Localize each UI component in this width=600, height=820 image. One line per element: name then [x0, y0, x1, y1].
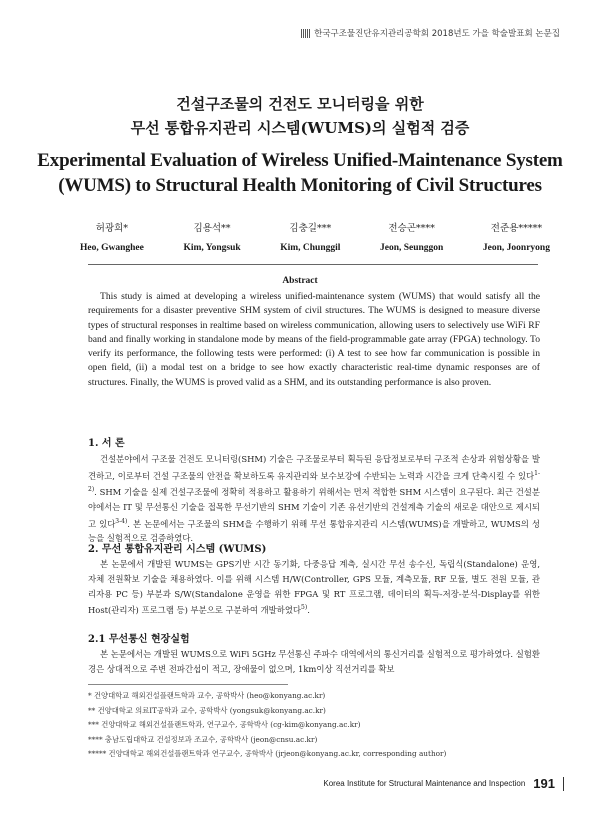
section-2-1-paragraph: 본 논문에서는 개발된 WUMS으로 WiFi 5GHz 무선통신 주파수 대역에서의 통신거리를 실험적으로 평가하였다. 실험환경은 상대적으로 주변 전파간섭이 적고, 장애물이 없으며, 1km이상 직선거리를 확보 — [88, 649, 540, 674]
reference-mark: 3-4) — [115, 517, 128, 525]
text-run: 본 논문에서 개발된 WUMS는 GPS기반 시간 동기화, 다중응답 계측, 실시간 무선 송수신, 독립식(Standalone) 운영, 자체 전원확보 기술을 채용하였다. 이를 위해 시스템 H/W(Controller, GPS 모듈, 계측모듈, RF 모듈, 별도 전원 모듈, 관리자용 PC 등) 부분과 S/W(Standalone 운영을 위한 FPGA 및 RT 프로그램, 데이터의 획득-저장-분석-Display를 위한 Host(관리자) 프로그램 등) 부분으로 구분하여 개발하였다 — [88, 559, 540, 616]
footnotes — [88, 689, 540, 762]
header-mark-icon — [301, 29, 310, 38]
section-2-heading: 2. 무선 통합유지관리 시스템 (WUMS) — [88, 544, 267, 555]
footnote: ** 건양대학교 의료IT공학과 교수, 공학박사 (yongsuk@konyang.ac.kr) — [88, 705, 326, 715]
running-header — [301, 27, 560, 39]
conference-name: 한국구조물진단유지관리공학회 2018년도 가을 학술발표회 논문집 — [314, 29, 560, 39]
page-number: 191 — [533, 776, 555, 791]
author-name-korean: 허광희* — [95, 223, 129, 234]
section-2-paragraph — [88, 557, 540, 618]
footnote: *** 건양대학교 해외건설플랜트학과, 연구교수, 공학박사 (cg-kim@konyang.ac.kr) — [88, 720, 361, 729]
section-1-heading: 1. 서 론 — [88, 438, 125, 449]
author-4 — [380, 222, 443, 255]
title-korean-line-2: 무선 통합유지관리 시스템(WUMS)의 실험적 검증 — [130, 119, 470, 137]
text-run: . SHM 기술을 실제 건설구조물에 정확히 적용하고 활용하기 위해서는 먼저 적합한 SHM 시스템이 요구된다. 최근 건설분야에서는 IT 및 무선통신 기술을 접목한 무선기반의 SHM 기술이 기존 유선기반의 건설계측 기술의 새로운 대안으로 제시되고 있다 — [88, 487, 540, 529]
reference-mark: 1-2) — [88, 469, 540, 494]
author-2 — [183, 222, 240, 255]
author-name-english: Kim, Yongsuk — [183, 243, 241, 253]
footnote: ***** 건양대학교 해외건설플랜트학과 연구교수, 공학박사 (jrjeon@konyang.ac.kr, corresponding author) — [88, 749, 447, 758]
page-footer — [323, 776, 564, 791]
author-name-korean: 김용석** — [193, 223, 231, 234]
footnote: **** 충남도립대학교 건설정보과 조교수, 공학박사 (jeon@cnsu.ac.kr) — [88, 734, 318, 744]
author-name-korean: 김충길*** — [289, 223, 332, 234]
title-korean — [0, 92, 600, 140]
title-korean-line-1: 건설구조물의 건전도 모니터링을 위한 — [176, 95, 424, 113]
abstract-text: This study is aimed at developing a wireless unified-maintenance system (WUMS) that would satisfy all the requirements for a disaster preventive SHM system of civil structures. The WUMS is designed to measure diverse types of structural responses in realtime based on wireless communication, allowing users to selectively use WiFi RF band and finally working in standalone mode by means of the field-programmable gate array (FPGA) technology. To verify its performance, the following tests were performed: (i) A test to see how far communication is possible in open field, (ii) a modal test on a bridge to see how exactly characteristic real-time dynamic responses are of structures. Finally, the WUMS is proved valid as a SHM, and its outstanding performance is also proven. — [88, 291, 540, 388]
author-name-english: Kim, Chunggil — [280, 243, 341, 253]
author-name-korean: 전준용***** — [490, 223, 543, 234]
title-english — [0, 148, 600, 198]
author-1 — [80, 222, 144, 255]
author-name-english: Heo, Gwanghee — [80, 243, 144, 253]
section-2-1-heading: 2.1 무선통신 현장실험 — [88, 634, 190, 645]
author-5 — [483, 222, 550, 255]
text-run: . 본 논문에서는 구조물의 SHM을 수행하기 위해 무선 통합유지관리 시스템(WUMS)을 개발하고, WUMS의 성능을 실험적으로 검증하였다. — [88, 518, 540, 544]
author-name-english: Jeon, Seunggon — [379, 243, 444, 253]
journal-name: Korea Institute for Structural Maintenance and Inspection — [323, 779, 526, 788]
text-run: 건설분야에서 구조물 건전도 모니터링(SHM) 기술은 구조물로부터 획득된 응답정보로부터 구조적 손상과 위험상황을 발견하고, 이로부터 건설 구조물의 안전을 확보하도록 유지관리와 보수보강에 수반되는 노력과 시간을 크게 단축시킬 수 있다 — [88, 454, 540, 481]
author-name-korean: 전승곤**** — [388, 223, 435, 234]
author-3 — [280, 222, 340, 255]
reference-mark: 5) — [301, 604, 308, 612]
title-english-line-2: (WUMS) to Structural Health Monitoring of Civil Structures — [58, 175, 542, 196]
author-name-english: Jeon, Joonryong — [482, 243, 550, 253]
section-1-paragraph — [88, 452, 540, 546]
footnote-divider — [88, 684, 288, 685]
title-english-line-1: Experimental Evaluation of Wireless Unified-Maintenance System — [37, 150, 563, 171]
footer-divider — [563, 777, 564, 791]
footnote: * 건양대학교 해외건설플랜트학과 교수, 공학박사 (heo@konyang.ac.kr) — [88, 691, 326, 700]
text-run: . — [307, 605, 310, 616]
abstract-heading: Abstract — [282, 276, 318, 286]
author-list — [80, 222, 550, 255]
divider — [88, 264, 538, 265]
